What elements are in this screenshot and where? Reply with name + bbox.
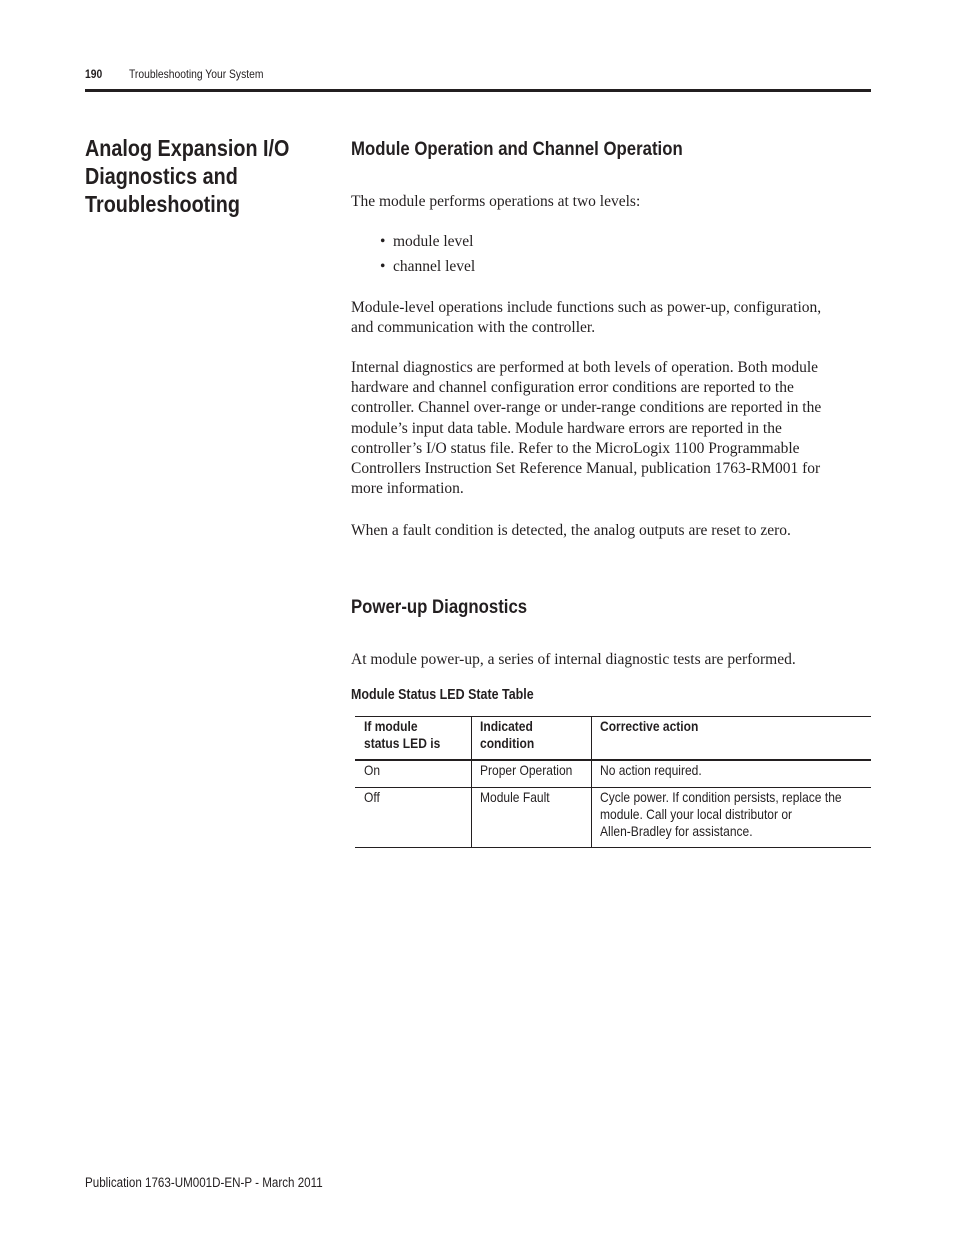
table-header-led-state — [364, 718, 440, 752]
table-cell-line: module. Call your local distributor or — [600, 806, 793, 822]
table-header-line: If module — [364, 718, 418, 734]
intro-text: The module performs operations at two levels: — [351, 193, 641, 210]
paragraph-line: Internal diagnostics are performed at both levels of operation. Both module — [351, 359, 819, 376]
section-heading-power-up: Power-up Diagnostics — [351, 596, 528, 618]
footer-publication: Publication 1763-UM001D-EN-P - March 2011 — [85, 1175, 323, 1190]
table-bottom-rule — [355, 847, 871, 848]
side-title-line: Troubleshooting — [85, 191, 240, 217]
paragraph-line: Module-level operations include functions such as power-up, configuration, — [351, 299, 822, 316]
bullet-icon: • — [380, 258, 386, 275]
paragraph-line: At module power-up, a series of internal diagnostic tests are performed. — [351, 651, 796, 668]
table-cell-line: Cycle power. If condition persists, replace the — [600, 789, 842, 805]
table-caption: Module Status LED State Table — [351, 687, 534, 703]
side-title — [85, 134, 300, 218]
table-row-rule — [355, 787, 871, 788]
header-rule — [85, 89, 871, 92]
running-head: Troubleshooting Your System — [129, 67, 264, 81]
table-cell-line: Allen-Bradley for assistance. — [600, 823, 753, 839]
table-cell-action — [600, 789, 842, 840]
table-top-rule — [355, 716, 871, 717]
power-up-paragraph — [351, 650, 871, 670]
table-header-action — [600, 718, 698, 735]
paragraph-line: Controllers Instruction Set Reference Manual, publication 1763-RM001 for — [351, 460, 821, 478]
table-cell-action — [600, 762, 702, 779]
module-level-paragraph — [351, 298, 871, 338]
fault-condition-paragraph — [351, 521, 871, 541]
bullet-item — [380, 232, 474, 252]
table-cell-condition: Module Fault — [480, 789, 550, 805]
table-header-condition — [480, 718, 534, 752]
page-number: 190 — [85, 67, 103, 81]
bullet-text: channel level — [393, 258, 476, 275]
paragraph-line: module’s input data table. Module hardware errors are reported in the — [351, 419, 782, 437]
module-status-led-table — [355, 716, 871, 848]
paragraph-line: more information. — [351, 480, 464, 498]
table-cell-line: No action required. — [600, 762, 702, 778]
table-column-divider — [591, 716, 592, 848]
paragraph-line: hardware and channel configuration error conditions are reported to the — [351, 379, 794, 397]
bullet-item — [380, 257, 475, 277]
table-header-rule — [355, 759, 871, 761]
internal-diagnostics-paragraph — [351, 358, 871, 499]
table-header-line: condition — [480, 735, 535, 751]
table-header-line: Corrective action — [600, 718, 699, 734]
table-header-line: Indicated — [480, 718, 533, 734]
intro-paragraph — [351, 192, 871, 212]
side-title-line: Analog Expansion I/O — [85, 135, 290, 161]
table-cell-state: On — [364, 762, 381, 778]
paragraph-line: controller. Channel over-range or under-range conditions are reported in the — [351, 399, 822, 417]
paragraph-line: and communication with the controller. — [351, 319, 596, 337]
table-cell-state: Off — [364, 789, 380, 805]
side-title-line: Diagnostics and — [85, 163, 238, 189]
bullet-text: module level — [393, 233, 474, 250]
section-heading-module-operation: Module Operation and Channel Operation — [351, 138, 683, 160]
table-column-divider — [471, 716, 472, 848]
bullet-icon: • — [380, 233, 386, 250]
paragraph-line: When a fault condition is detected, the analog outputs are reset to zero. — [351, 522, 791, 539]
table-header-line: status LED is — [364, 735, 441, 751]
table-cell-condition: Proper Operation — [480, 762, 573, 778]
paragraph-line: controller’s I/O status file. Refer to the MicroLogix 1100 Programmable — [351, 439, 800, 457]
